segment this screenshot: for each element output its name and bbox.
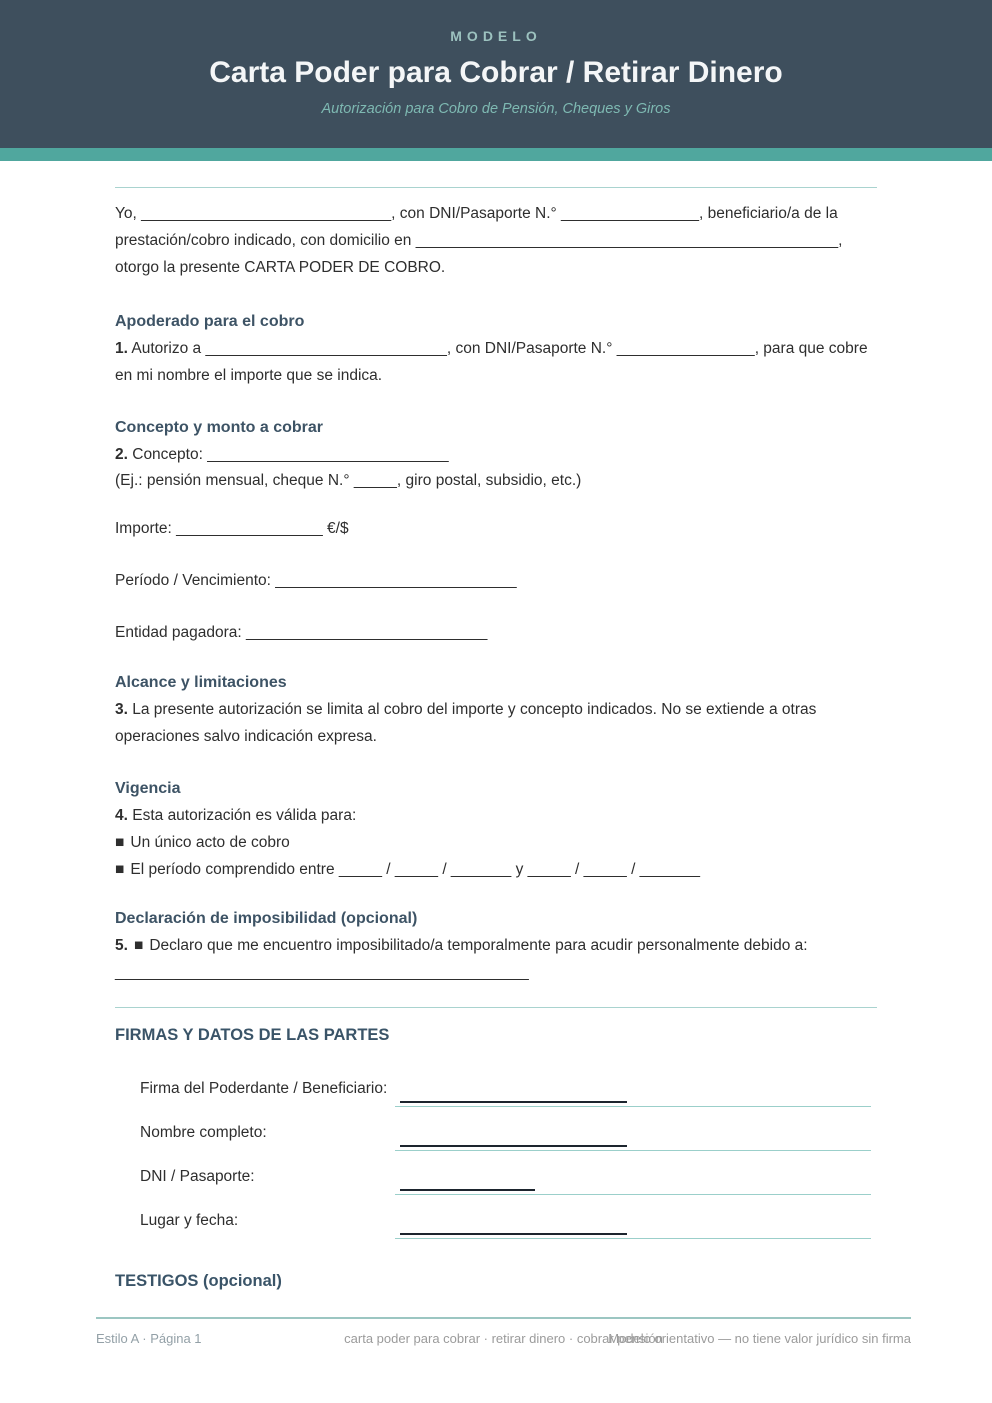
- section-declaracion: [115, 905, 877, 987]
- checkbox-filled-icon: ■: [115, 860, 125, 878]
- page-title: Carta Poder para Cobrar / Retirar Dinero: [209, 56, 783, 89]
- intro-text-2: , con DNI/Pasaporte N.°: [391, 205, 562, 222]
- clause-3-number: 3.: [115, 701, 128, 719]
- section-heading-vigencia: Vigencia: [115, 780, 181, 798]
- entidad-label: Entidad pagadora:: [115, 624, 246, 642]
- clause-4: [115, 803, 877, 830]
- signature-label-firma: Firma del Poderdante / Beneficiario:: [140, 1080, 388, 1098]
- clause-1-text-2: , con DNI/Pasaporte N.°: [446, 339, 617, 357]
- signature-row-divider: [395, 1238, 871, 1239]
- clause-1-text-3: , para que cobre en mi nombre el importe que se indica.: [115, 339, 868, 384]
- attorney-name-blank: ____________________________: [205, 339, 447, 357]
- clause-4-text: Esta autorización es válida para:: [127, 806, 357, 824]
- accent-band: [0, 148, 992, 161]
- section-heading-declaracion: Declaración de imposibilidad (opcional): [115, 909, 418, 927]
- importe-field: [115, 516, 877, 543]
- signature-row-lugar: [140, 1195, 877, 1235]
- vigencia-option-period-label: El período comprendido entre _____ / _____ / _______ y _____ / _____ / _______: [130, 860, 701, 878]
- intro-paragraph: [115, 201, 877, 282]
- testigos-heading: TESTIGOS (opcional): [115, 1272, 282, 1291]
- signature-row-dni: [140, 1151, 877, 1191]
- top-divider: [115, 187, 877, 188]
- section-heading-alcance: Alcance y limitaciones: [115, 674, 287, 692]
- importe-label: Importe:: [115, 520, 177, 538]
- clause-1-number: 1.: [115, 339, 128, 357]
- concepto-label: Concepto:: [127, 445, 208, 463]
- currency-label: €/$: [322, 520, 349, 538]
- section-concepto: [115, 414, 877, 648]
- periodo-blank: ____________________________: [275, 572, 517, 590]
- clause-1-text-1: Autorizo a: [127, 339, 206, 357]
- clause-2-number: 2.: [115, 445, 128, 463]
- clause-1: [115, 336, 877, 390]
- vigencia-option-period: [115, 857, 877, 884]
- periodo-field: [115, 568, 877, 595]
- document-header: [0, 0, 992, 148]
- signature-line-firma: [400, 1097, 627, 1103]
- vigencia-option-single: [115, 830, 877, 857]
- intro-text-1: Yo,: [115, 205, 142, 222]
- header-eyebrow: MODELO: [450, 28, 542, 44]
- signature-label-lugar: Lugar y fecha:: [140, 1212, 239, 1230]
- periodo-label: Período / Vencimiento:: [115, 572, 276, 590]
- clause-3: [115, 697, 877, 751]
- signatures-heading: FIRMAS Y DATOS DE LAS PARTES: [115, 1025, 390, 1044]
- entidad-field: [115, 620, 877, 647]
- footer-divider: [96, 1317, 911, 1319]
- document-body: [0, 187, 992, 1296]
- footer-keywords: carta poder para cobrar · retirar dinero · cobrar pensión: [344, 1331, 663, 1346]
- footer-disclaimer: Modelo orientativo — no tiene valor jurídico sin firma: [608, 1331, 911, 1346]
- footer-style-page: Estilo A · Página 1: [96, 1331, 202, 1346]
- concepto-blank: ____________________________: [207, 445, 449, 463]
- clause-4-number: 4.: [115, 806, 128, 824]
- clause-5-number: 5.: [115, 936, 128, 954]
- clause-2: [115, 442, 877, 469]
- clause-5: [115, 933, 877, 960]
- section-heading-apoderado: Apoderado para el cobro: [115, 312, 305, 330]
- signature-line-dni: [400, 1185, 535, 1191]
- footer-row: [96, 1331, 911, 1349]
- section-heading-concepto: Concepto y monto a cobrar: [115, 418, 324, 436]
- signature-row-firma: [140, 1063, 877, 1103]
- page-footer: [96, 1317, 911, 1349]
- grantor-address-blank: _________________________________________________: [415, 231, 839, 249]
- signatures-block: [115, 1063, 877, 1239]
- intro-text-3: , beneficiario/a de la prestación/cobro indicado, con domicilio en: [115, 205, 838, 249]
- section-apoderado: [115, 308, 877, 390]
- section-vigencia: [115, 775, 877, 884]
- signatures-divider: [115, 1007, 877, 1008]
- grantor-id-blank: ________________: [561, 205, 699, 222]
- signature-label-dni: DNI / Pasaporte:: [140, 1168, 255, 1186]
- signature-line-lugar: [400, 1229, 627, 1235]
- checkbox-filled-icon: ■: [115, 833, 125, 851]
- importe-blank: _________________: [176, 520, 323, 538]
- concepto-hint: (Ej.: pensión mensual, cheque N.° _____, giro postal, subsidio, etc.): [115, 472, 582, 490]
- vigencia-option-single-label: Un único acto de cobro: [130, 833, 290, 851]
- clause-5-text: Declaro que me encuentro imposibilitado/a temporalmente para acudir personalmente debido a:: [149, 936, 808, 954]
- signature-line-nombre: [400, 1141, 627, 1147]
- grantor-name-blank: _____________________________: [141, 205, 392, 222]
- section-alcance: [115, 669, 877, 751]
- signature-label-nombre: Nombre completo:: [140, 1124, 267, 1142]
- attorney-id-blank: ________________: [616, 339, 755, 357]
- entidad-blank: ____________________________: [246, 624, 488, 642]
- intro-text-4: , otorgo la presente CARTA PODER DE COBRO.: [115, 231, 843, 276]
- page-subtitle: Autorización para Cobro de Pensión, Cheques y Giros: [321, 101, 671, 117]
- signature-row-nombre: [140, 1107, 877, 1147]
- clause-3-text: La presente autorización se limita al cobro del importe y concepto indicados. No se extiende a otras operaciones salvo indicación expresa.: [115, 701, 817, 746]
- checkbox-filled-icon: ■: [133, 936, 144, 954]
- declaracion-reason-blank: ________________________________________________: [115, 963, 529, 981]
